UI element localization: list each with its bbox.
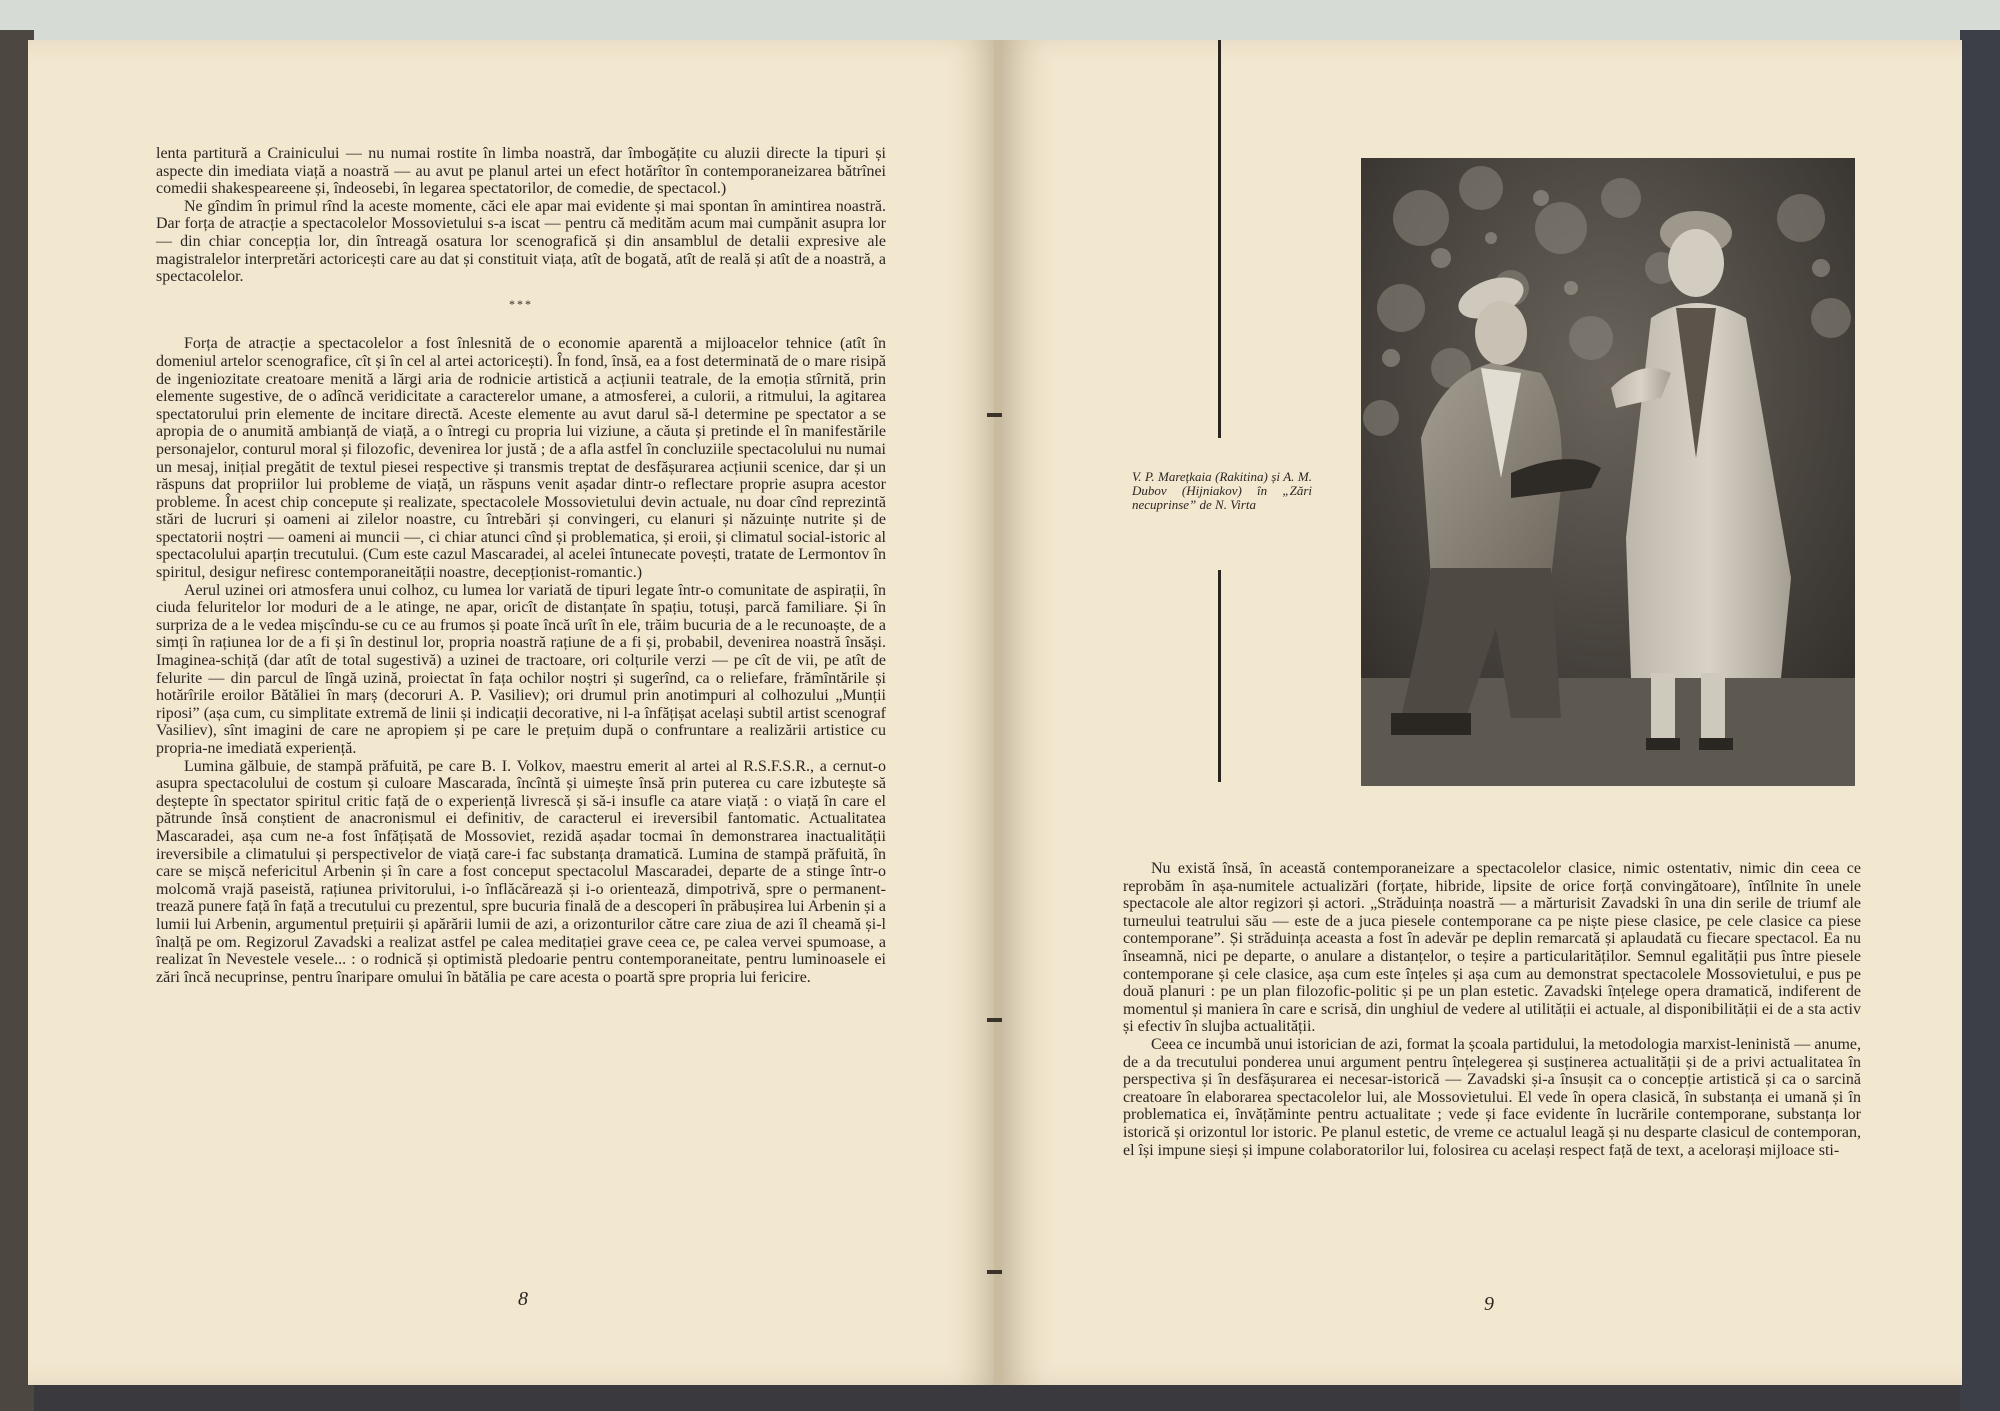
paragraph: Forța de atracție a spectacolelor a fost înlesnită de o economie aparentă a mijloacelor tehnice (atît în domeniul artelor scenografice, cît și în cel al artei actoricești). În fond, însă, ea a fost determinată de o mare risipă de ingeniozitate creatoare menită a lărgi aria de rodnicie artistică a acțiunii teatrale, de la emoția stîrnită, prin elemente sugestive, de o adîncă veridicitate a caracterelor umane, a atmosferei, a culorii, a ritmului, la agitarea spectatorului prin elemente de incitare directă. Aceste elemente au avut darul să-l determine pe spectator a se apropia de o anumită ambianță de viață, a o întregi cu propria lui viziune, a căuta și pretinde el în manifestările personajelor, conturul moral și filozofic, devenirea lor justă ; de a afla astfel în concluziile spectacolului nu numai un mesaj, inițial pregătit de textul piesei respective și transmis treptat de desfășurarea acțiunii scenice, dar și un răspuns dat propriilor lui probleme de viață, un răspuns venit așadar dintr-o reflectare proprie asupra acestor probleme. În acest chip concepute și realizate, spectacolele Mossovietului devin actuale, nu doar cînd reprezintă stări de lucruri și oameni ai zilelor noastre, cu întrebări și convingeri, cu elanuri și năzuințe nutrite și de spectatorii noștri — oameni ai muncii —, ci chiar atunci cînd și problematica, și eroii, și climatul social-istoric al spectacolului aparțin trecutului. (Cum este cazul Mascaradei, al acelei întunecate povești, tratate de Lermontov în spiritul, desigur nefiresc contemporaneității noastre, decepționist-romantic.) (156, 335, 886, 582)
left-page (28, 40, 998, 1385)
theatre-photograph (1361, 158, 1855, 786)
right-text-column (1123, 860, 1861, 1159)
photo-illustration (1361, 158, 1855, 786)
page-number: 9 (1484, 1293, 1494, 1315)
vertical-rule (1218, 570, 1221, 782)
paragraph: Aerul uzinei ori atmosfera unui colhoz, cu lumea lor variată de tipuri legate într-o comunitate de aspirații, în ciuda feluritelor lor moduri de a le atinge, ne apar, oricît de distanțate în spațiu, totuși, parcă familiare. Și în surpriza de a le vedea mișcîndu-se cu ce au frumos și poate încă urît în ele, trăim bucuria de a le recunoaște, de a simți în rațiunea lor de a fi și în destinul lor, propria noastră rațiune de a fi și, probabil, devenirea noastră însăși. Imaginea-schiță (dar atît de total sugestivă) a uzinei de tractoare, ori colțurile verzi — pe cît de vii, pe atît de felurite — din parcul de lîngă uzină, proiectat în fața ochilor noștri și sugerînd, ca o reliefare, frămîntările și hotărîrile eroilor Bătăliei în marș (decoruri A. P. Vasiliev); ori drumul prin anotimpuri al colhozului „Munții riposi” (așa cum, cu simplitate extremă de linii și indicații decorative, ni l-a înfățișat același subtil artist scenograf Vasiliev), sînt imagini de care ne apropiem și pe care le prețuim după o confruntare a realizării artistice cu propria-ne imediată experiență. (156, 581, 886, 757)
paragraph: Nu există însă, în această contemporaneizare a spectacolelor clasice, nimic ostentativ, nimic din ceea ce reprobăm în așa-numitele actualizări (forțate, hibride, lipsite de orice forță convingătoare), întîlnite în unele spectacole ale altor regizori și actori. „Străduința noastră — a mărturisit Zavadski în una din serile de triumf ale turneului teatrului său — este de a juca piesele contemporane ca pe niște piese clasice, pe cele clasice ca piese contemporane”. Și străduința aceasta a fost în adevăr pe deplin remarcată și aplaudată cu fiecare spectacol. Ea nu înseamnă, nici pe departe, o anulare a distanțelor, o teșire a particularităților. Semnul egalității pus între piesele contemporane și cele clasice, așa cum este înțeles și așa cum au demonstrat spectacolele Mossovietului, e pus pe două planuri : pe un plan filozofic-politic și pe un plan estetic. Zavadski înțelege opera dramatică, indiferent de momentul și maniera în care e scrisă, din unghiul de vedere al utilității ei actuale, al disponibilității ei de a sta activ și efectiv în slujba actualității. (1123, 860, 1861, 1036)
right-page (1002, 40, 1962, 1385)
section-separator: *** (509, 296, 533, 311)
book-cover-edge-right (1960, 30, 2000, 1411)
backdrop (0, 0, 2000, 40)
paragraph: Ne gîndim în primul rînd la aceste momente, căci ele apar mai evidente și mai spontan în amintirea noastră. Dar forța de atracție a spectacolelor Mossovietului s-a iscat — pentru că medităm acum mai cumpănit asupra lor — din chiar concepția lor, din întreagă osatura lor scenografică și din ansamblul de detalii expresive ale magistralelor interpretări actoricești care au dat și constituit viața, atît de bogată, atît de reală și atît de a noastră, a spectacolelor. (156, 197, 886, 286)
paragraph: lenta partitură a Crainicului — nu numai rostite în limba noastră, dar îmbogățite cu aluzii directe la tipuri și aspecte din imediata viață a noastră — au avut pe planul artei un efect hotărîtor în contemporaneizarea bătrînei comedii shakespeareene și, îndeosebi, în legarea spectatorilor, de comedie, de spectacol.) (156, 145, 886, 198)
vertical-rule (1218, 40, 1221, 438)
photo-caption: V. P. Marețkaia (Rakitina) și A. M. Dubov (Hijniakov) în „Zări necuprinse” de N. Virta (1132, 469, 1312, 512)
paragraph: Ceea ce incumbă unui istorician de azi, format la școala partidului, la metodologia marxist-leninistă — anume, de a da trecutului ponderea unui argument pentru înțelegerea și susținerea actualității și de a privi actualitatea în perspectiva și în desfășurarea ei necesar-istorică — Zavadski și-a însușit ca o concepție artistică și ca o sarcină creatoare în elaborarea spectacolelor lui, ale Mossovietului. El vede în opera clasică, în substanța ei umană și în problematica ei, învățăminte pentru actualitate ; vede și face evidente în lucrările contemporane, substanța lor istorică și orizontul lor istoric. Pe planul estetic, de vreme ce actualul leagă și nu desparte clasicul de contemporan, el își impune sieși și impune colaboratorilor lui, folosirea cu același respect față de text, a acelorași mijloace sti- (1123, 1035, 1861, 1159)
paragraph: Lumina gălbuie, de stampă prăfuită, pe care B. I. Volkov, maestru emerit al artei al R.S.F.S.R., a cernut-o asupra spectacolului de costum și culoare Mascarada, încîntă și uimește însă prin puterea cu care izbutește să deștepte în spectator spiritul critic față de o experiență livrescă și să-i insufle ca atare viață : o viață în care el pătrunde însă conștient de anacronismul ei definitiv, de caracterul ei ireversibil fantomatic. Actualitatea Mascaradei, așa cum ne-a fost înfățișată de Mossoviet, rezidă așadar tocmai în demonstrarea inactualității ireversibile a climatului și perspectivelor de viață care-i fac substanța dramatică. Lumina de stampă prăfuită, în care se mișcă nefericitul Arbenin și în care a fost conceput spectacolul Mascaradei, departe de a stinge într-o molcomă vrajă paseistă, rațiunea privitorului, i-o înflăcărează și i-o orientează, dimpotrivă, spre o permanent-trează punere față în față a trecutului cu prezentul, spre bucuria finală de a descoperi în prăbușirea lui Arbenin și a lumii lui Arbenin, argumentul prețuirii și apărării lumii de azi, a orizonturilor către care ziua de azi îl cheamă și-l înalță pe om. Regizorul Zavadski a realizat astfel pe calea meditației grave ceea ce, pe calea vervei spumoase, a realizat în Nevestele vesele... : o rodnică și optimistă pledoarie pentru contemporaneitate, pentru luminoasele ei zări încă necuprinse, pentru înaripare omului în bătălia pe care acesta o poartă spre propria lui fericire. (156, 757, 886, 986)
page-number: 8 (518, 1288, 528, 1310)
left-text-column (156, 145, 886, 986)
